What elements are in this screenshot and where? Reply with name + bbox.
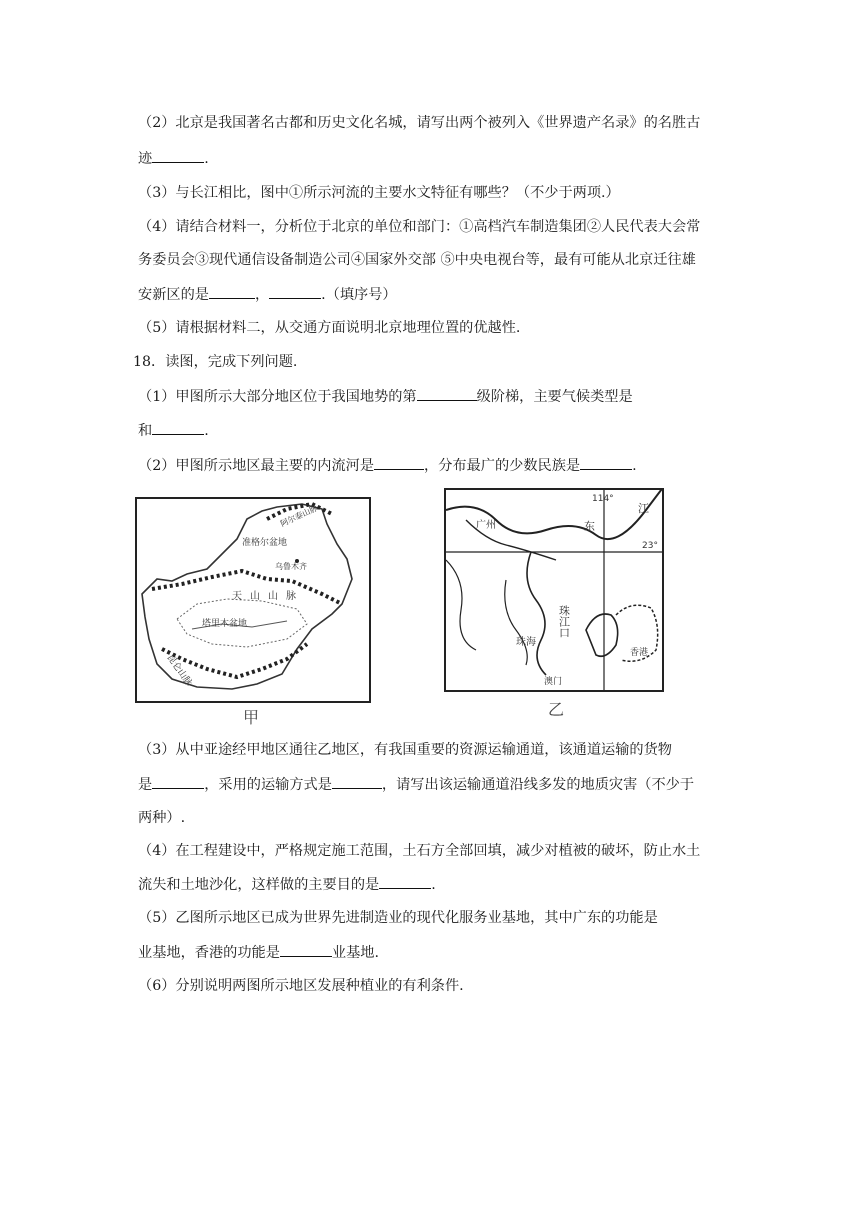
answer-blank[interactable] — [152, 420, 204, 435]
q2-line2-text: 迹 — [138, 151, 153, 167]
map-yi-svg — [446, 490, 662, 690]
q2-line2: 迹 . — [138, 148, 209, 169]
answer-blank[interactable] — [280, 942, 332, 957]
q18-p4-line1: （4）在工程建设中，严格规定施工范围，土石方全部回填，减少对植被的破坏，防止水土 — [138, 843, 701, 859]
q2-line1: （2）北京是我国著名古都和历史文化名城，请写出两个被列入《世界遗产名录》的名胜古 — [138, 115, 701, 131]
answer-blank[interactable] — [332, 774, 382, 789]
answer-blank[interactable] — [152, 148, 204, 163]
urumqi-label: 乌鲁木齐 — [275, 562, 307, 571]
q4-line2: 务委员会③现代通信设备制造公司④国家外交部 ⑤中央电视台等，最有可能从北京迁往雄 — [138, 252, 696, 268]
map-jia-caption: 甲 — [243, 708, 260, 727]
river-west — [505, 580, 528, 665]
estuary-coast — [586, 614, 618, 656]
answer-blank[interactable] — [152, 774, 204, 789]
q18-p3-line1: （3）从中亚途经甲地区通往乙地区，有我国重要的资源运输通道，该通道运输的货物 — [138, 742, 672, 758]
q18-p6: （6）分别说明两图所示地区发展种植业的有利条件. — [138, 978, 464, 994]
tianshan-label: 天山山脉 — [232, 591, 304, 602]
map-jia — [135, 497, 371, 703]
answer-blank[interactable] — [374, 455, 424, 470]
q18-p2: （2）甲图所示地区最主要的内流河是 ，分布最广的少数民族是 . — [138, 455, 637, 476]
q4-line3: 安新区的是 ， .（填序号） — [138, 284, 397, 305]
zhujiangkou-label: 珠江口 — [557, 605, 571, 638]
q18-p3-line3: 两种）. — [138, 810, 186, 826]
q4-line1: （4）请结合材料一，分析位于北京的单位和部门：①高档汽车制造集团②人民代表大会常 — [138, 219, 701, 235]
q18-title: 18．读图，完成下列问题. — [133, 354, 298, 370]
river-west2 — [446, 560, 476, 650]
dong-label: 东 — [584, 520, 595, 533]
pearl-river — [527, 552, 546, 675]
map-jia-svg — [137, 499, 369, 701]
lon-label: 114° — [592, 494, 614, 504]
q18-p4-line2: 流失和土地沙化，这样做的主要目的是 . — [138, 874, 436, 895]
jiang-label: 江 — [638, 502, 649, 515]
kunlun-label: 昆仑山脉 — [164, 652, 194, 689]
q18-p5-line1: （5）乙图所示地区已成为世界先进制造业的现代化服务业基地，其中广东的功能是 — [138, 910, 658, 926]
lat-label: 23° — [642, 541, 658, 551]
guangzhou-label: 广州 — [476, 520, 496, 531]
map-yi — [444, 488, 664, 692]
answer-blank[interactable] — [269, 284, 321, 299]
map-yi-caption: 乙 — [548, 700, 565, 719]
q5-line: （5）请根据材料二，从交通方面说明北京地理位置的优越性. — [138, 320, 521, 336]
junggar-label: 准格尔盆地 — [242, 538, 288, 548]
altai-label: 阿尔泰山脉 — [279, 503, 320, 529]
answer-blank[interactable] — [379, 874, 431, 889]
q18-p5-line2: 业基地，香港的功能是 业基地. — [138, 942, 379, 963]
tarim-label: 塔里木盆地 — [202, 619, 248, 629]
answer-blank[interactable] — [417, 386, 477, 401]
q3-line: （3）与长江相比，图中①所示河流的主要水文特征有哪些？（不少于两项.） — [138, 185, 620, 201]
q18-p1-line2: 和 . — [138, 420, 209, 441]
hongkong-label: 香港 — [630, 648, 649, 658]
zhuhai-label: 珠海 — [516, 637, 536, 648]
macau-label: 澳门 — [544, 677, 563, 687]
q18-p1-line1: （1）甲图所示大部分地区位于我国地势的第 级阶梯，主要气候类型是 — [138, 386, 633, 407]
q18-p3-line2: 是 ，采用的运输方式是 ，请写出该运输通道沿线多发的地质灾害（不少于 — [138, 774, 694, 795]
answer-blank[interactable] — [580, 455, 632, 470]
answer-blank[interactable] — [209, 284, 255, 299]
